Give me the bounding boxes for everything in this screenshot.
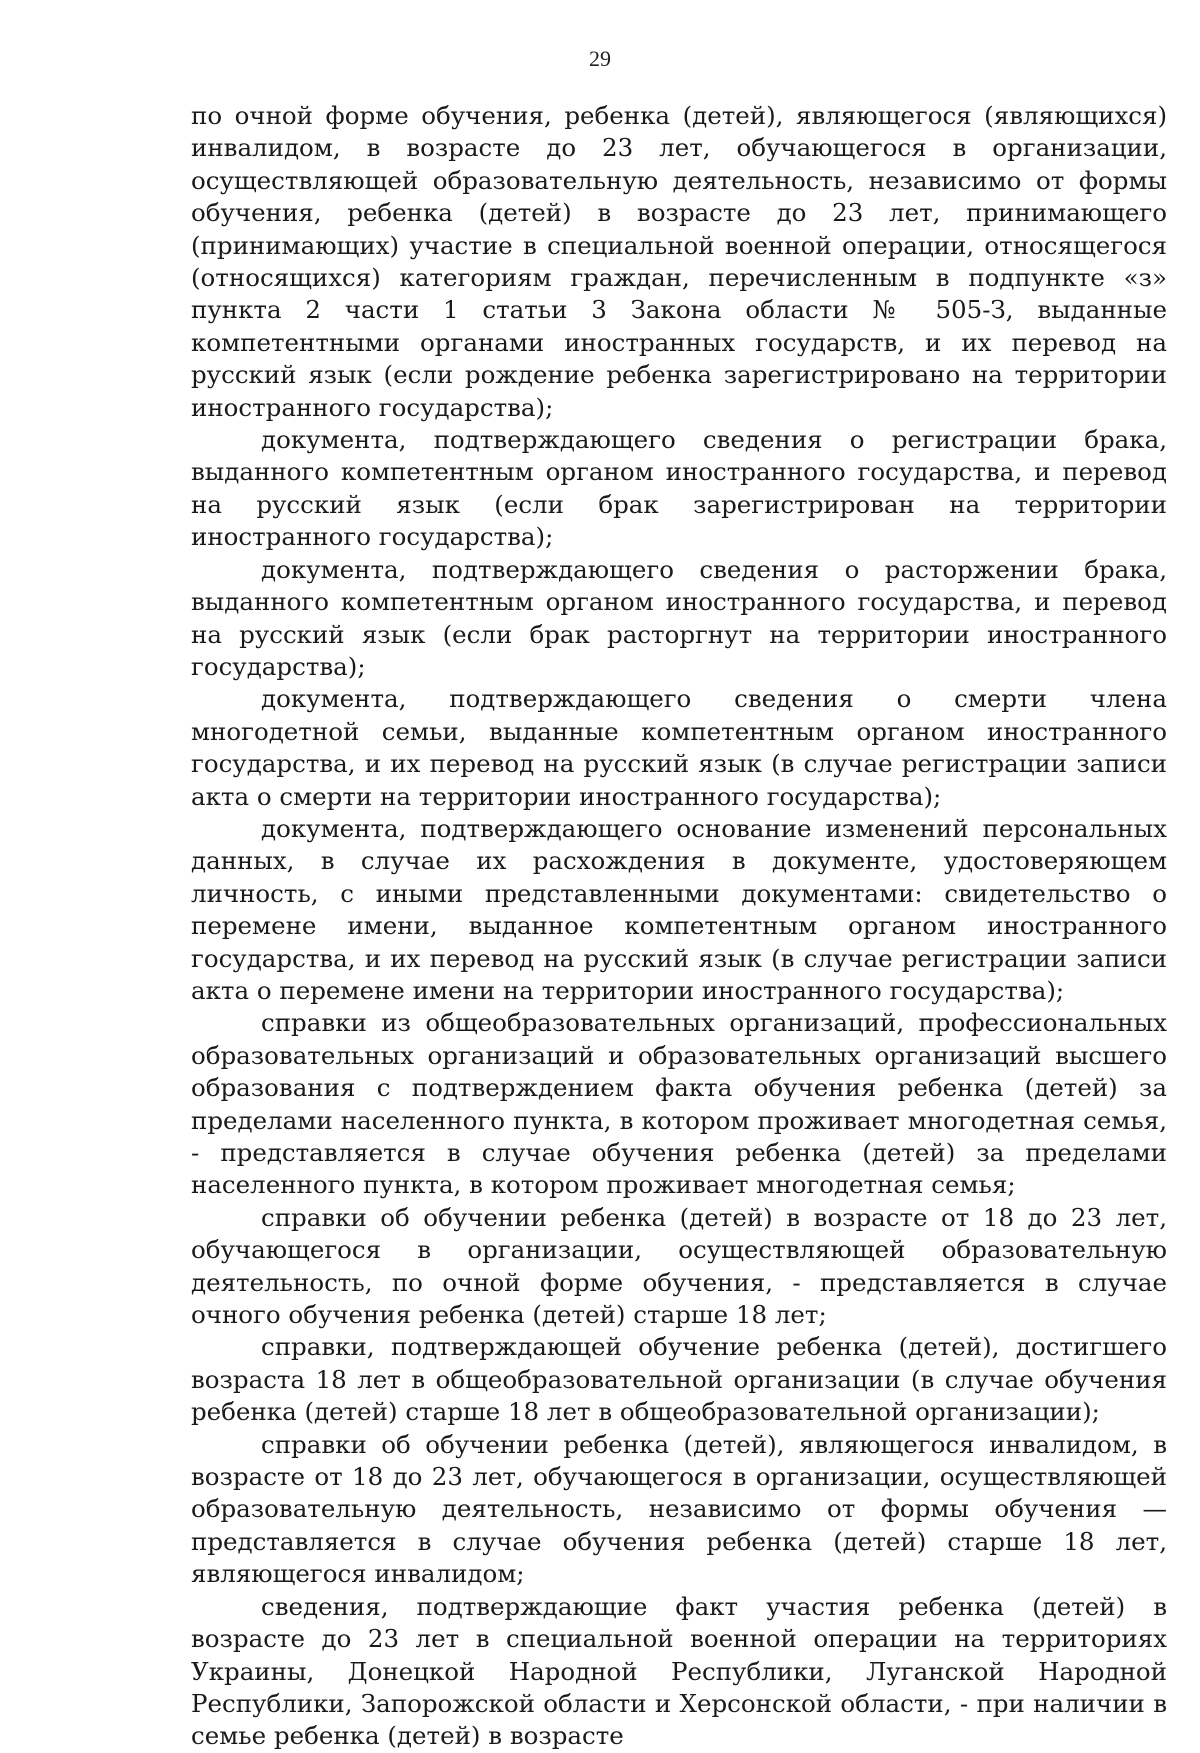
- paragraph-military-operation: сведения, подтверждающие факт участия ребенка (детей) в возрасте до 23 лет в специальной военной операции на территориях Украины, Донецкой Народной Республики, Луганской Народной Республики, Запорожской области и Херсонской области, - при наличии в семье ребенка (детей) в возрасте: [191, 1591, 1167, 1751]
- paragraph-marriage-registration: документа, подтверждающего сведения о регистрации брака, выданного компетентным органом иностранного государства, и перевод на русский язык (если брак зарегистрирован на территории иностранного государства);: [191, 425, 1167, 552]
- paragraph-death-record: документа, подтверждающего сведения о смерти члена многодетной семьи, выданные компетентным органом иностранного государства, и их перевод на русский язык (в случае регистрации записи акта о смерти на территории иностранного государства);: [191, 684, 1167, 811]
- paragraph-continuation: по очной форме обучения, ребенка (детей), являющегося (являющихся) инвалидом, в возрасте до 23 лет, обучающегося в организации, осуществляющей образовательную деятельность, независимо от формы обучения, ребенка (детей) в возрасте до 23 лет, принимающего (принимающих) участие в специальной военной операции, относящегося (относящихся) категориям граждан, перечисленным в подпункте «з» пункта 2 части 1 статьи 3 Закона области № 505-З, выданные компетентными органами иностранных государств, и их перевод на русский язык (если рождение ребенка зарегистрировано на территории иностранного государства);: [191, 101, 1167, 422]
- paragraph-disabled-child-study: справки об обучении ребенка (детей), являющегося инвалидом, в возрасте от 18 до 23 лет, обучающегося в организации, осуществляющей образовательную деятельность, независимо от формы обучения — представляется в случае обучения ребенка (детей) старше 18 лет, являющегося инвалидом;: [191, 1429, 1167, 1589]
- paragraph-divorce: документа, подтверждающего сведения о расторжении брака, выданного компетентным органом иностранного государства, и перевод на русский язык (если брак расторгнут на территории иностранного государства);: [191, 554, 1167, 681]
- document-body: [191, 100, 1167, 1753]
- page-number: 29: [589, 46, 611, 71]
- paragraph-full-time-study: справки об обучении ребенка (детей) в возрасте от 18 до 23 лет, обучающегося в организации, осуществляющей образовательную деятельность, по очной форме обучения, - представляется в случае очного обучения ребенка (детей) старше 18 лет;: [191, 1202, 1167, 1330]
- paragraph-personal-data-change: документа, подтверждающего основание изменений персональных данных, в случае их расхождения в документе, удостоверяющем личность, с иными представленными документами: свидетельство о перемене имени, выданное компетентным органом иностранного государства, и их перевод на русский язык (в случае регистрации записи акта о перемене имени на территории иностранного государства);: [191, 813, 1167, 1005]
- paragraph-general-education: справки, подтверждающей обучение ребенка (детей), достигшего возраста 18 лет в общеобразовательной организации (в случае обучения ребенка (детей) старше 18 лет в общеобразовательной организации);: [191, 1332, 1167, 1427]
- paragraph-education-outside-locality: справки из общеобразовательных организаций, профессиональных образовательных организаций и образовательных организаций высшего образования с подтверждением факта обучения ребенка (детей) за пределами населенного пункта, в котором проживает многодетная семья, - представляется в случае обучения ребенка (детей) за пределами населенного пункта, в котором проживает многодетная семья;: [191, 1008, 1167, 1200]
